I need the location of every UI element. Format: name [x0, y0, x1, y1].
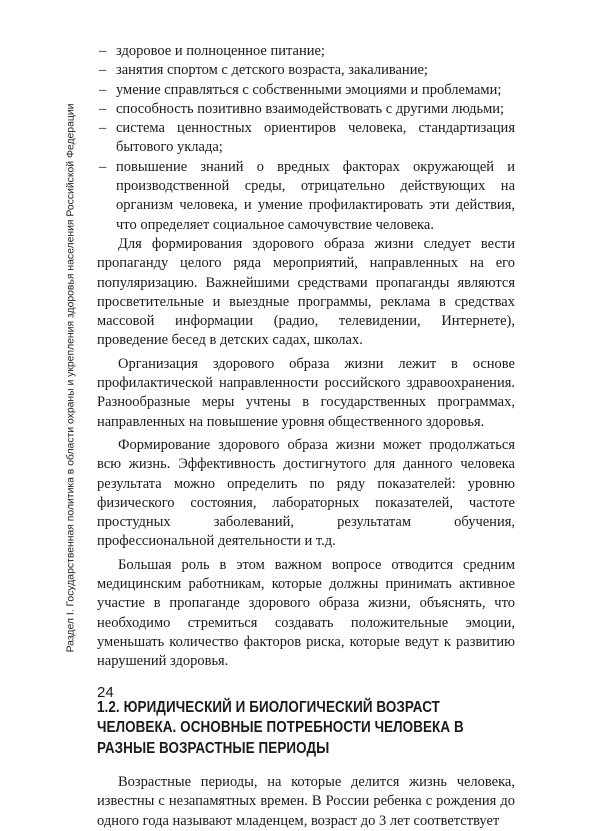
page-number: 24: [97, 684, 114, 701]
list-item-text: способность позитивно взаимодействовать с другими людьми;: [116, 100, 505, 117]
list-item: [97, 100, 515, 119]
bullet-list: [97, 42, 515, 235]
paragraph-age-periods: Возрастные периоды, на которые делится жизнь человека, известны с незапамятных времен. В России ребенка с рождения до одного года называют младенцем, возраст до 3 лет соответствует: [97, 774, 515, 829]
paragraph-formation: Формирование здорового образа жизни может продолжаться всю жизнь. Эффективность достигнутого для данного человека результата можно определить по ряду показателей: уровню физического состояния, лабораторных показателей, частоте простудных заболеваний, результатам обучения, профессиональной деятельности и т.д.: [97, 436, 515, 550]
list-item: [97, 158, 515, 235]
list-item-text: умение справляться с собственными эмоциями и проблемами;: [116, 81, 502, 98]
paragraph-propaganda: Для формирования здорового образа жизни следует вести пропаганду целого ряда мероприятий, направленных на его популяризацию. Важнейшими средствами пропаганды являются просветительные и выездные программы, реклама в средствах массовой информации (радио, телевидении, Интернете), проведение бесед в детских садах, школах.: [97, 235, 515, 349]
list-item-text: система ценностных ориентиров человека, стандартизация бытового уклада;: [116, 120, 515, 156]
section-heading: 1.2. ЮРИДИЧЕСКИЙ И БИОЛОГИЧЕСКИЙ ВОЗРАСТ ЧЕЛОВЕКА. ОСНОВНЫЕ ПОТРЕБНОСТИ ЧЕЛОВЕКА В РАЗНЫЕ ВОЗРАСТНЫЕ ПЕРИОДЫ: [97, 698, 464, 757]
list-item: [97, 42, 515, 61]
list-item: [97, 119, 515, 158]
dash-marker: –: [99, 43, 107, 59]
paragraph-medical-workers: Большая роль в этом важном вопросе отводится средним медицинским работникам, которые должны принимать активное участие в пропаганде здорового образа жизни, объяснять, что необходимо стремиться создавать положительные эмоции, уменьшать количество факторов риска, которые ведут к развитию нарушений здоровья.: [97, 556, 515, 670]
page-content: [97, 42, 515, 831]
dash-marker: –: [99, 120, 107, 137]
dash-marker: –: [99, 100, 107, 117]
running-head: Раздел I. Государственная политика в области охраны и укрепления здоровья населения Российской Федерации: [65, 103, 77, 653]
list-item-text: здоровое и полноценное питание;: [116, 43, 325, 59]
list-item: [97, 61, 515, 80]
list-item-text: занятия спортом с детского возраста, закаливание;: [116, 62, 428, 79]
dash-marker: –: [99, 81, 107, 98]
list-item: [97, 81, 515, 100]
paragraph-organization: Организация здорового образа жизни лежит в основе профилактической направленности российского здравоохранения. Разнообразные меры учтены в государственных программах, направленных на повышение уровня общественного здоровья.: [97, 355, 515, 430]
dash-marker: –: [99, 62, 107, 79]
list-item-text: повышение знаний о вредных факторах окружающей и производственной среды, отрицательно действующих на организм человека, и умение профилактировать эти действия, что определяет социальное самочувствие человека.: [116, 158, 515, 233]
dash-marker: –: [99, 158, 107, 175]
